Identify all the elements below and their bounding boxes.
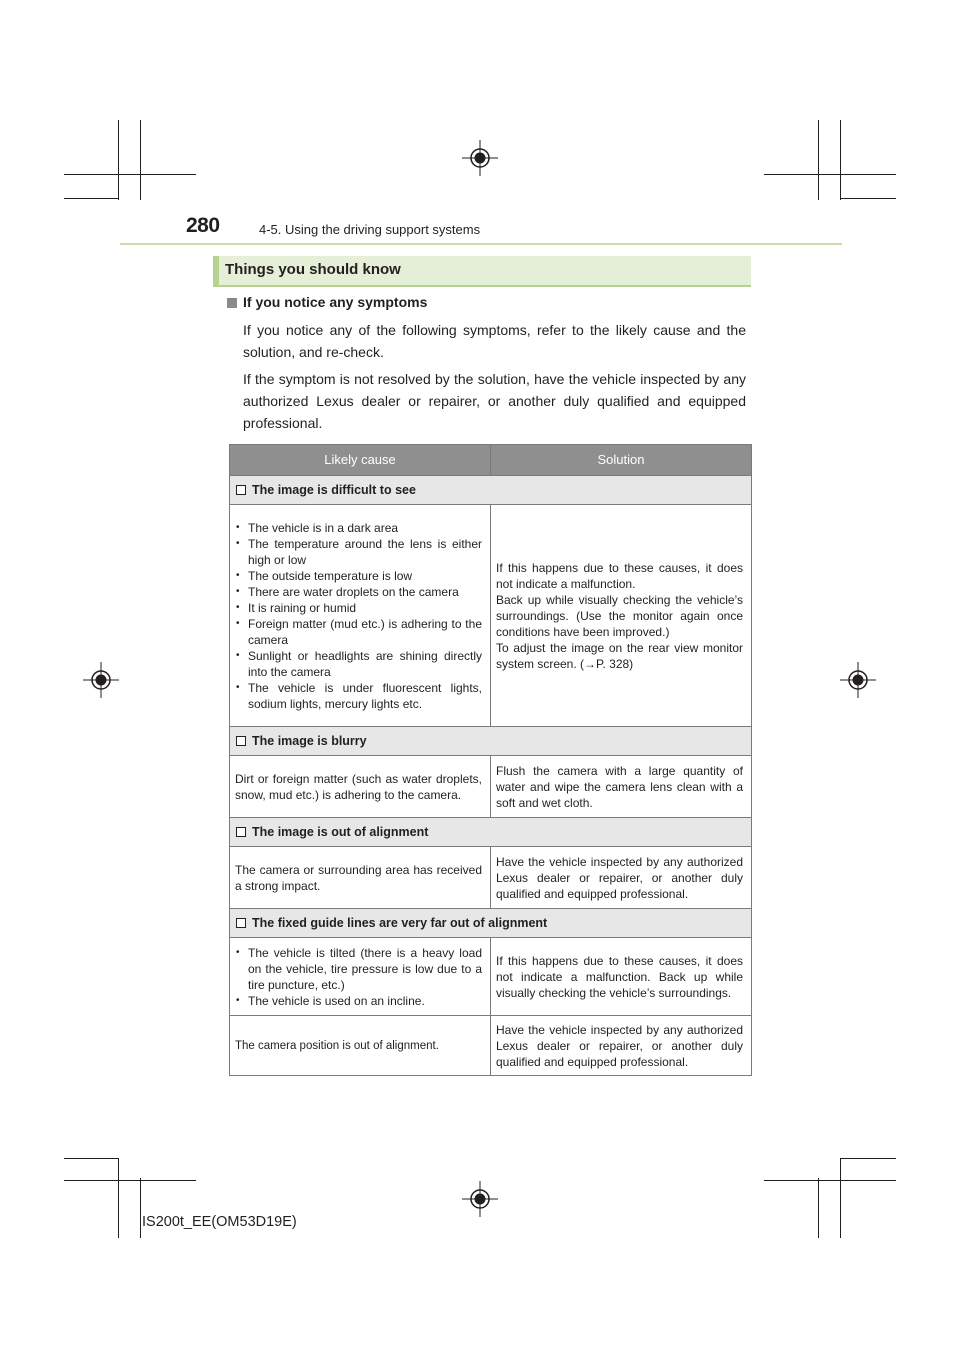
- column-header-cause: Likely cause: [230, 445, 491, 476]
- category-label: The image is difficult to see: [252, 483, 416, 497]
- table-row: [230, 938, 752, 1016]
- symptoms-paragraph: If the symptom is not resolved by the solution, have the vehicle inspected by any authorized Lexus dealer or repairer, or another duly qualified and equipped professional.: [243, 371, 746, 431]
- cause-item: • The temperature around the lens is either high or low: [235, 536, 482, 568]
- cause-item: • The vehicle is used on an incline.: [235, 993, 482, 1009]
- category-row: [230, 909, 752, 938]
- table-row: [230, 1016, 752, 1076]
- cause-item: • The outside temperature is low: [235, 568, 482, 584]
- category-row: [230, 476, 752, 505]
- crop-mark: [140, 120, 141, 200]
- info-box-underline: [213, 285, 751, 287]
- solution-text: To adjust the image on the rear view monitor system screen. (→P. 328): [496, 640, 743, 671]
- cause-cell: The camera position is out of alignment.: [230, 1016, 491, 1076]
- table-header-row: [230, 445, 752, 476]
- cause-item: • Foreign matter (mud etc.) is adhering to the camera: [235, 616, 482, 648]
- category-label: The image is blurry: [252, 734, 367, 748]
- cause-item: • The vehicle is tilted (there is a heavy load on the vehicle, tire pressure is low due to a tire puncture, etc.): [235, 945, 482, 993]
- table-row: [230, 505, 752, 727]
- crop-mark: [64, 174, 196, 175]
- section-title: 4-5. Using the driving support systems: [259, 222, 481, 237]
- category-label: The image is out of alignment: [252, 825, 429, 839]
- checkbox-icon: [236, 827, 246, 837]
- crop-mark: [64, 1180, 196, 1181]
- crop-mark: [840, 1158, 896, 1159]
- solution-text: Back up while visually checking the vehicle’s surroundings. (Use the monitor again once conditions have been improved.): [496, 592, 743, 639]
- cause-item: • The vehicle is in a dark area: [235, 520, 482, 536]
- checkbox-icon: [236, 736, 246, 746]
- registration-mark-icon: [83, 662, 119, 698]
- crop-mark: [764, 174, 896, 175]
- crop-mark: [840, 198, 896, 199]
- cause-item: • It is raining or humid: [235, 600, 482, 616]
- category-cell: [230, 909, 752, 938]
- crop-mark: [764, 1180, 896, 1181]
- registration-mark-icon: [462, 1181, 498, 1217]
- crop-mark: [818, 120, 819, 200]
- category-row: [230, 818, 752, 847]
- crop-mark: [140, 1178, 141, 1238]
- crop-mark: [118, 120, 119, 200]
- category-label: The fixed guide lines are very far out of alignment: [252, 916, 548, 930]
- crop-mark: [64, 198, 118, 199]
- solution-cell: Flush the camera with a large quantity of water and wipe the camera lens clean with a soft and wet cloth.: [491, 756, 752, 818]
- table-row: [230, 756, 752, 818]
- solution-cell: [491, 505, 752, 727]
- info-box-accent: [213, 256, 219, 285]
- crop-mark: [818, 1178, 819, 1238]
- cause-cell: Dirt or foreign matter (such as water droplets, snow, mud etc.) is adhering to the camera.: [230, 756, 491, 818]
- symptoms-paragraph: If you notice any of the following symptoms, refer to the likely cause and the solution, and re-check.: [243, 322, 746, 360]
- solution-text: If this happens due to these causes, it does not indicate a malfunction.: [496, 560, 743, 591]
- square-bullet-icon: [227, 298, 237, 308]
- info-box-title: Things you should know: [225, 261, 401, 278]
- cause-cell: [230, 938, 491, 1016]
- table-row: [230, 847, 752, 909]
- document-code: IS200t_EE(OM53D19E): [142, 1214, 297, 1230]
- solution-cell: Have the vehicle inspected by any authorized Lexus dealer or repairer, or another duly qualified and equipped professional.: [491, 847, 752, 909]
- column-header-solution: Solution: [491, 445, 752, 476]
- category-row: [230, 727, 752, 756]
- troubleshooting-table: [229, 444, 752, 1076]
- checkbox-icon: [236, 918, 246, 928]
- page-number: 280: [186, 214, 220, 237]
- crop-mark: [840, 120, 841, 200]
- cause-item: • The vehicle is under fluorescent lights, sodium lights, mercury lights etc.: [235, 680, 482, 712]
- cause-cell: [230, 505, 491, 727]
- category-cell: [230, 818, 752, 847]
- checkbox-icon: [236, 485, 246, 495]
- cause-item: • Sunlight or headlights are shining directly into the camera: [235, 648, 482, 680]
- crop-mark: [118, 1158, 119, 1238]
- registration-mark-icon: [840, 662, 876, 698]
- crop-mark: [64, 1158, 118, 1159]
- category-cell: [230, 476, 752, 505]
- cause-cell: The camera or surrounding area has received a strong impact.: [230, 847, 491, 909]
- registration-mark-icon: [462, 140, 498, 176]
- symptoms-heading: If you notice any symptoms: [243, 294, 428, 310]
- header-rule: [120, 243, 842, 245]
- category-cell: [230, 727, 752, 756]
- solution-cell: Have the vehicle inspected by any authorized Lexus dealer or repairer, or another duly qualified and equipped professional.: [491, 1016, 752, 1076]
- solution-cell: If this happens due to these causes, it does not indicate a malfunction. Back up while visually checking the vehicle’s surroundings.: [491, 938, 752, 1016]
- cause-item: • There are water droplets on the camera: [235, 584, 482, 600]
- crop-mark: [840, 1158, 841, 1238]
